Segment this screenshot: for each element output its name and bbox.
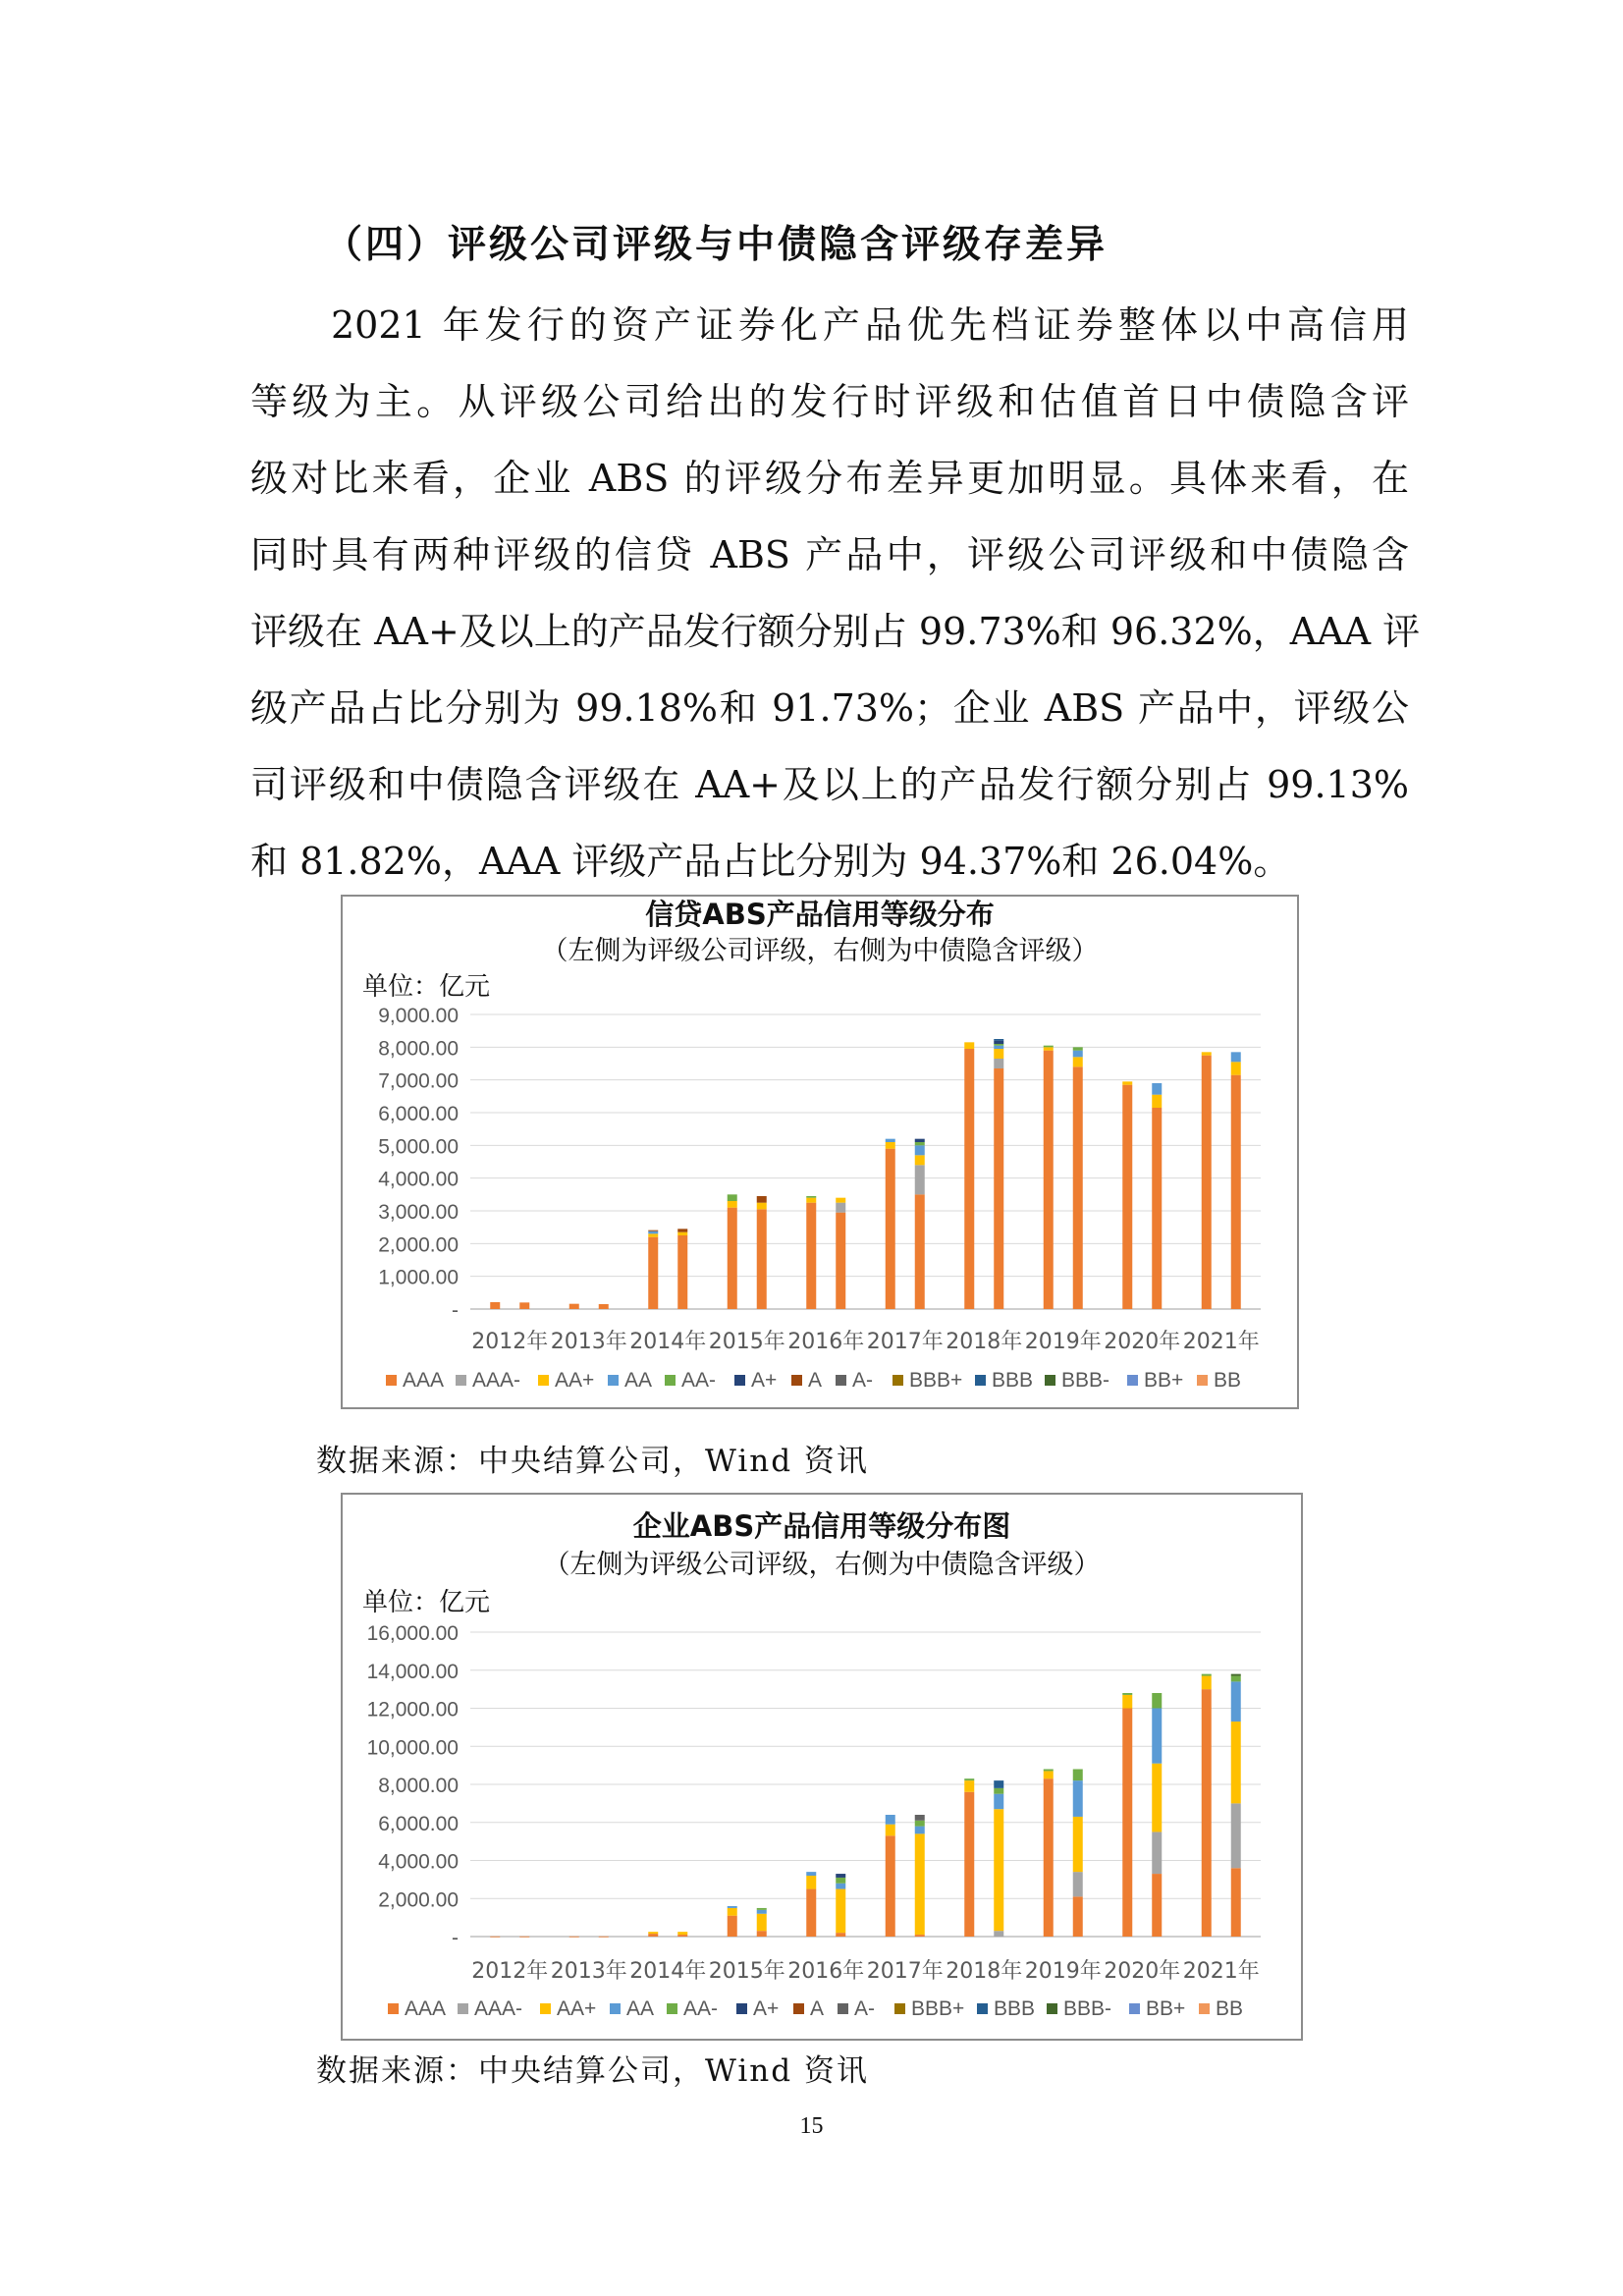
y-tick-label: 6,000.00 [378, 1103, 459, 1125]
bar-segment-aaa [994, 1068, 1003, 1309]
legend-swatch [736, 2003, 747, 2014]
legend-swatch [538, 1375, 549, 1386]
x-tick-label: 2014年 [629, 1959, 707, 1984]
paragraph-line: 同时具有两种评级的信贷 ABS 产品中，评级公司评级和中债隐含 [250, 533, 1409, 576]
bar-segment-aaa [1202, 1689, 1212, 1937]
y-tick-label: 10,000.00 [366, 1736, 459, 1760]
legend-label: AAA [403, 1369, 445, 1392]
bar-segment-aaplus [1202, 1052, 1212, 1055]
bar-segment-aplus [994, 1041, 1003, 1044]
chart-unit-label: 单位：亿元 [362, 1588, 491, 1617]
x-tick-label: 2021年 [1182, 1330, 1260, 1354]
legend-label: BB [1214, 1369, 1242, 1392]
x-tick-label: 2021年 [1182, 1959, 1260, 1984]
bar-segment-bbb [994, 1039, 1003, 1041]
bar-segment-aaa [1122, 1709, 1132, 1938]
x-tick-label: 2020年 [1104, 1330, 1181, 1354]
x-tick-label: 2015年 [708, 1330, 785, 1354]
enterprise-abs-chart-svg [343, 1495, 1301, 2039]
paragraph-line: 级对比来看，企业 ABS 的评级分布差异更加明显。具体来看，在 [250, 457, 1409, 500]
bar-segment-aaplus [1152, 1095, 1162, 1108]
bar-segment-aa [1231, 1052, 1241, 1062]
y-tick-label: 3,000.00 [378, 1201, 459, 1224]
chart-unit-label: 单位：亿元 [362, 972, 491, 1002]
bar-segment-a [648, 1230, 658, 1231]
bar-segment-aaminus [1073, 1047, 1083, 1050]
y-tick-label: 12,000.00 [366, 1698, 459, 1722]
bar-segment-aaminus [915, 1142, 925, 1145]
bar-segment-aaminus [1073, 1770, 1083, 1781]
bar-segment-aaplus [806, 1876, 816, 1889]
x-tick-label: 2012年 [471, 1959, 549, 1984]
legend-label: A+ [751, 1369, 778, 1392]
x-tick-label: 2012年 [471, 1330, 549, 1354]
bar-segment-aaa [836, 1933, 845, 1937]
bar-segment-aaaminus [1152, 1831, 1162, 1874]
bar-segment-aaplus [886, 1825, 895, 1836]
legend-swatch [665, 1375, 676, 1386]
paragraph-line: 和 81.82%，AAA 评级产品占比分别为 94.37%和 26.04%。 [250, 840, 1291, 883]
bar-segment-aaplus [994, 1809, 1003, 1931]
bar-segment-aa [757, 1910, 767, 1914]
bar-segment-aa [1152, 1083, 1162, 1095]
bar-segment-aa [915, 1827, 925, 1834]
bar-segment-bbb [994, 1780, 1003, 1788]
legend-label: A [810, 1997, 825, 2020]
bar-segment-aaplus [1073, 1817, 1083, 1872]
paragraph-line: 2021 年发行的资产证券化产品优先档证券整体以中高信用 [331, 303, 1409, 347]
x-tick-label: 2018年 [946, 1330, 1023, 1354]
bar-segment-aaminus [915, 1821, 925, 1827]
bar-segment-aaplus [677, 1932, 687, 1935]
paragraph-line: 级产品占比分别为 99.18%和 91.73%；企业 ABS 产品中，评级公 [250, 686, 1409, 730]
bar-segment-aa [886, 1139, 895, 1142]
legend-swatch [1047, 2003, 1057, 2014]
legend-label: BBB+ [911, 1997, 965, 2020]
legend-label: AAA- [472, 1369, 521, 1392]
chart-source-note: 数据来源：中央结算公司，Wind 资讯 [316, 1444, 869, 1479]
legend-swatch [540, 2003, 551, 2014]
bar-segment-aaplus [1231, 1062, 1241, 1074]
legend-label: BBB- [1061, 1369, 1110, 1392]
bar-segment-aa [836, 1884, 845, 1889]
bar-segment-aaa [519, 1937, 529, 1938]
bar-segment-aaa [757, 1931, 767, 1937]
legend-label: BBB [994, 1997, 1036, 2020]
bar-segment-aaplus [1231, 1722, 1241, 1803]
bar-segment-aaplus [1044, 1047, 1054, 1050]
bar-segment-aaminus [1231, 1676, 1241, 1682]
legend-swatch [386, 1375, 397, 1386]
bar-segment-aaa [519, 1302, 529, 1309]
bar-segment-aaa [599, 1937, 609, 1938]
bar-segment-aa [994, 1794, 1003, 1810]
chart-subtitle: （左侧为评级公司评级，右侧为中债隐含评级） [543, 1550, 1101, 1580]
bar-segment-bbbminus [1231, 1674, 1241, 1676]
legend-label: BB [1216, 1997, 1244, 2020]
y-tick-label: 9,000.00 [378, 1005, 459, 1027]
bar-segment-aa [806, 1872, 816, 1876]
bar-segment-aa [1073, 1780, 1083, 1817]
bar-segment-aaa [1044, 1051, 1054, 1309]
bar-segment-aaa [648, 1934, 658, 1937]
x-tick-label: 2020年 [1104, 1959, 1181, 1984]
legend-swatch [977, 2003, 988, 2014]
bar-segment-aaplus [757, 1914, 767, 1931]
bar-segment-aaa [964, 1792, 974, 1937]
x-tick-label: 2017年 [866, 1959, 944, 1984]
y-tick-label: - [452, 1299, 459, 1322]
x-tick-label: 2014年 [629, 1330, 707, 1354]
legend-swatch [893, 1375, 903, 1386]
bar-segment-aaa [757, 1209, 767, 1309]
legend-label: AA- [683, 1997, 719, 2020]
bar-segment-aaminus [994, 1788, 1003, 1794]
y-tick-label: 2,000.00 [378, 1888, 459, 1912]
legend-swatch [1129, 2003, 1140, 2014]
bar-segment-aaplus [1152, 1764, 1162, 1832]
legend-label: A- [854, 1997, 875, 2020]
legend-swatch [610, 2003, 621, 2014]
legend-swatch [456, 1375, 466, 1386]
bar-segment-aaaminus [1073, 1872, 1083, 1896]
chart-source-note: 数据来源：中央结算公司，Wind 资讯 [316, 2053, 869, 2089]
bar-segment-aaplus [994, 1049, 1003, 1059]
bar-segment-aaminus [964, 1778, 974, 1780]
x-tick-label: 2013年 [550, 1959, 627, 1984]
bar-segment-aaplus [964, 1780, 974, 1792]
bar-segment-aaa [1073, 1066, 1083, 1309]
x-tick-label: 2016年 [787, 1959, 865, 1984]
enterprise-abs-chart [341, 1493, 1303, 2041]
paragraph-line: 等级为主。从评级公司给出的发行时评级和估值首日中债隐含评 [250, 380, 1409, 423]
legend-swatch [838, 2003, 848, 2014]
x-tick-label: 2019年 [1024, 1959, 1102, 1984]
x-tick-label: 2017年 [866, 1330, 944, 1354]
x-tick-label: 2015年 [708, 1959, 785, 1984]
bar-segment-aaminus [728, 1194, 737, 1201]
bar-segment-aaa [1152, 1874, 1162, 1937]
bar-segment-aa [1152, 1709, 1162, 1764]
legend-swatch [1045, 1375, 1055, 1386]
legend-label: BBB- [1063, 1997, 1112, 2020]
y-tick-label: 16,000.00 [366, 1622, 459, 1645]
x-tick-label: 2016年 [787, 1330, 865, 1354]
paragraph-line: 评级在 AA+及以上的产品发行额分别占 99.73%和 96.32%，AAA 评 [250, 610, 1421, 653]
bar-segment-aaplus [964, 1042, 974, 1049]
bar-segment-aaplus [886, 1142, 895, 1149]
bar-segment-aaminus [1202, 1674, 1212, 1676]
legend-label: AA+ [557, 1997, 597, 2020]
bar-segment-aa [1231, 1681, 1241, 1722]
bar-segment-aaa [599, 1304, 609, 1309]
bar-segment-aa [1073, 1051, 1083, 1058]
bar-segment-aaa [1202, 1056, 1212, 1309]
bar-segment-aaminus [994, 1044, 1003, 1046]
bar-segment-a [677, 1229, 687, 1231]
bar-segment-aaminus [1152, 1693, 1162, 1709]
bar-segment-aaa [648, 1237, 658, 1309]
legend-swatch [458, 2003, 468, 2014]
bar-segment-aaa [677, 1235, 687, 1309]
bar-segment-aaaminus [994, 1931, 1003, 1937]
bar-segment-aaa [1152, 1108, 1162, 1309]
bar-segment-aaplus [1073, 1057, 1083, 1066]
bar-segment-aaa [806, 1203, 816, 1309]
chart-title: 企业ABS产品信用等级分布图 [632, 1509, 1011, 1543]
y-tick-label: 8,000.00 [378, 1775, 459, 1797]
bar-segment-aaa [1231, 1075, 1241, 1309]
bar-segment-aaplus [915, 1155, 925, 1165]
bar-segment-aaa [886, 1149, 895, 1309]
legend-swatch [608, 1375, 619, 1386]
y-tick-label: 8,000.00 [378, 1037, 459, 1061]
legend-swatch [793, 2003, 804, 2014]
paragraph-line: 司评级和中债隐含评级在 AA+及以上的产品发行额分别占 99.13% [250, 763, 1409, 806]
y-tick-label: 14,000.00 [366, 1660, 459, 1683]
bar-segment-aaminus [1044, 1770, 1054, 1772]
bar-segment-aaa [1044, 1778, 1054, 1937]
bar-segment-aaa [915, 1194, 925, 1309]
y-tick-label: 2,000.00 [378, 1233, 459, 1257]
bar-segment-aaplus [1044, 1771, 1054, 1778]
bar-segment-aplus [915, 1139, 925, 1142]
legend-swatch [1199, 2003, 1210, 2014]
legend-label: AA+ [555, 1369, 595, 1392]
bar-segment-aaaminus [915, 1165, 925, 1194]
bar-segment-aaa [728, 1916, 737, 1937]
legend-swatch [836, 1375, 846, 1386]
bar-segment-aaa [1073, 1896, 1083, 1937]
legend-label: AAA [405, 1997, 447, 2020]
page-number: 15 [799, 2113, 824, 2139]
chart-subtitle: （左侧为评级公司评级，右侧为中债隐含评级） [541, 936, 1099, 966]
legend-label: AAA- [474, 1997, 523, 2020]
legend-label: BBB [992, 1369, 1034, 1392]
bar-segment-aaplus [1122, 1081, 1132, 1084]
bar-segment-aaa [569, 1304, 579, 1309]
bar-segment-aaa [490, 1302, 500, 1309]
bar-segment-aaa [964, 1049, 974, 1309]
bar-segment-aaa [728, 1208, 737, 1309]
bar-segment-aaplus [915, 1833, 925, 1935]
bar-segment-aaplus [806, 1198, 816, 1203]
bar-segment-aaa [1122, 1085, 1132, 1309]
y-tick-label: 5,000.00 [378, 1135, 459, 1159]
legend-swatch [734, 1375, 745, 1386]
bar-segment-aa [994, 1046, 1003, 1049]
bar-segment-aa [728, 1906, 737, 1908]
bar-segment-aaa [677, 1935, 687, 1937]
legend-swatch [388, 2003, 399, 2014]
legend-swatch [975, 1375, 986, 1386]
x-tick-label: 2019年 [1024, 1330, 1102, 1354]
legend-label: BB+ [1146, 1997, 1186, 2020]
legend-label: A [808, 1369, 823, 1392]
legend-label: A- [852, 1369, 873, 1392]
body-paragraph [250, 287, 1421, 900]
bar-segment-aaminus [757, 1908, 767, 1910]
bar-segment-aaaminus [836, 1203, 845, 1213]
legend-label: AA [624, 1369, 653, 1392]
section-heading: （四）评级公司评级与中债隐含评级存差异 [324, 223, 1109, 267]
bar-segment-aaaminus [1231, 1803, 1241, 1868]
bar-segment-aaminus [1044, 1046, 1054, 1048]
bar-segment-aaplus [677, 1232, 687, 1235]
bar-segment-aaplus [757, 1203, 767, 1210]
y-tick-label: 6,000.00 [378, 1812, 459, 1835]
bar-segment-aaminus [806, 1196, 816, 1198]
bar-segment-aaplus [728, 1201, 737, 1208]
y-tick-label: - [452, 1927, 459, 1949]
bar-segment-aminus [915, 1815, 925, 1821]
bar-segment-aaplus [836, 1198, 845, 1203]
legend-swatch [791, 1375, 802, 1386]
legend-label: AA [626, 1997, 655, 2020]
bar-segment-aaa [836, 1213, 845, 1309]
x-tick-label: 2013年 [550, 1330, 627, 1354]
y-tick-label: 4,000.00 [378, 1168, 459, 1191]
y-tick-label: 1,000.00 [378, 1266, 459, 1289]
legend-label: BBB+ [909, 1369, 963, 1392]
x-tick-label: 2018年 [946, 1959, 1023, 1984]
y-tick-label: 4,000.00 [378, 1850, 459, 1874]
legend-label: A+ [753, 1997, 780, 2020]
bar-segment-aaaminus [994, 1059, 1003, 1068]
bar-segment-aaa [806, 1889, 816, 1937]
legend-label: AA- [681, 1369, 717, 1392]
bar-segment-aaa [1231, 1868, 1241, 1937]
bar-segment-aaa [886, 1835, 895, 1937]
bar-segment-aaa [915, 1935, 925, 1937]
bar-segment-a [757, 1196, 767, 1203]
legend-swatch [894, 2003, 905, 2014]
bar-segment-aaplus [1202, 1676, 1212, 1690]
bar-segment-aaminus [1122, 1693, 1132, 1695]
bar-segment-aplus [836, 1874, 845, 1878]
y-tick-label: 7,000.00 [378, 1069, 459, 1093]
bar-segment-aaplus [728, 1908, 737, 1916]
bar-segment-aa [915, 1145, 925, 1155]
bar-segment-aa [648, 1231, 658, 1234]
bar-segment-aaminus [836, 1878, 845, 1884]
bar-segment-aaplus [648, 1932, 658, 1934]
bar-segment-aaa [490, 1937, 500, 1938]
legend-swatch [1127, 1375, 1138, 1386]
credit-abs-chart [341, 895, 1299, 1409]
legend-swatch [1197, 1375, 1208, 1386]
bar-segment-aa [886, 1815, 895, 1825]
bar-segment-aaplus [1122, 1695, 1132, 1709]
credit-abs-chart-svg [343, 897, 1297, 1407]
legend-swatch [667, 2003, 677, 2014]
bar-segment-aaplus [648, 1233, 658, 1236]
bar-segment-aaplus [836, 1889, 845, 1934]
chart-title: 信贷ABS产品信用等级分布 [645, 898, 995, 931]
legend-label: BB+ [1144, 1369, 1184, 1392]
bar-segment-aaa [569, 1937, 579, 1938]
